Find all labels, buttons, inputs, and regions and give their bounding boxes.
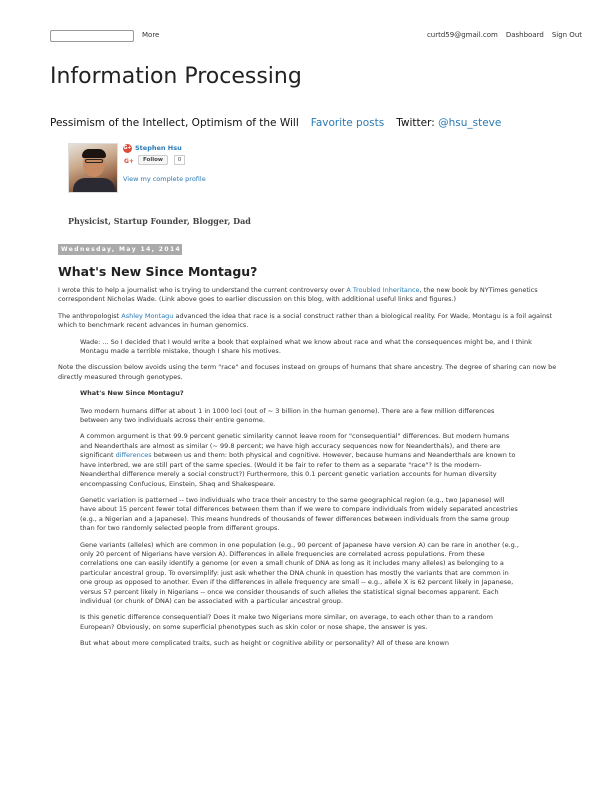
twitter-block: [396, 117, 501, 129]
account-links: [427, 31, 582, 39]
paragraph: A common argument is that 99.9 percent genetic similarity cannot leave room for "consequential" differences. But modern humans and Neanderthals are almost as similar (~ 99.8 percent; we have high accuracy sequences now for Neanderthals), and there are significant differences between us and them: both physical and cognitive. However, because humans and Neanderthals are known to have interbred, we are still part of the same species. (Would it be fair to refer to them as a separate "race"? Is the modern-Neanderthal difference merely a social construct?) Furthermore, this 0.1 percent genetic variation accounts for human diversity encompassing Confucious, Einstein, Shaq and Shakespeare.: [80, 432, 516, 488]
follow-button[interactable]: Follow: [138, 155, 168, 165]
paragraph: But what about more complicated traits, such as height or cognitive ability or personality? All of these are known: [80, 639, 449, 648]
paragraph: Is this genetic difference consequential? Does it make two Nigerians more similar, on average, to each other than to a random European? Obviously, on some superficial phenotypes such as skin color or nose shape, the answer is yes.: [80, 613, 493, 631]
blog-tagline-bar: [50, 117, 501, 129]
ashley-montagu-link[interactable]: Ashley Montagu: [121, 311, 174, 320]
view-profile-link[interactable]: View my complete profile: [123, 175, 206, 183]
twitter-handle-link[interactable]: @hsu_steve: [438, 117, 502, 129]
troubled-inheritance-link[interactable]: A Troubled Inheritance: [346, 286, 420, 294]
google-plus-small-icon: G+: [124, 158, 134, 165]
sign-out-link[interactable]: Sign Out: [551, 31, 582, 39]
user-email: curtd59@gmail.com: [426, 31, 498, 39]
differences-link[interactable]: differences: [115, 451, 152, 460]
paragraph: I wrote this to help a journalist who is trying to understand the current controversy over A Troubled Inheritance, the new book by NYTimes genetics correspondent Nicholas Wade. (Link above goes to earlier discussion on this blog, with additional useful links and figures.): [58, 286, 538, 304]
paragraph: Genetic variation is patterned -- two individuals who trace their ancestry to the same geographical region (e.g., two Japanese) will have about 15 percent fewer total differences between them than if we were to compare individuals from widely separated ancestries (e.g., a Nigerian and a Japanese). This means hundreds of thousands of fewer differences between individuals from the same group than for two randomly selected people from different groups.: [80, 495, 518, 533]
top-navbar: [0, 0, 612, 46]
post-title[interactable]: What's New Since Montagu?: [58, 264, 258, 279]
follow-count: 0: [174, 155, 185, 165]
blog-title[interactable]: Information Processing: [50, 64, 302, 89]
profile-widget: [68, 143, 368, 195]
twitter-label: Twitter:: [396, 117, 435, 129]
search-input[interactable]: [50, 30, 134, 42]
paragraph: Gene variants (alleles) which are common in one population (e.g., 90 percent of Japanese have version A) can be rare in another (e.g., only 20 percent of Nigerians have version A). Differences in allele frequencies are correlated across populations. From these correlations one can easily identify a genome (or even a small chunk of DNA as long as it includes many alleles) as belonging to a particular ancestral group. To oversimplify: just ask whether the DNA chunk in question has mostly the variants that are common in one group as opposed to another. Even if the differences in allele frequency are small -- e.g., allele X is 62 percent likely in Japanese, versus 57 percent likely in Nigerians -- once we consider thousands of such alleles the statistical signal becomes apparent. Each individual (or chunk of DNA) can be associated with a particular ancestral group.: [80, 540, 519, 605]
post-date: Wednesday, May 14, 2014: [58, 244, 182, 255]
post-body: [58, 286, 558, 656]
inner-article-title: What's New Since Montagu?: [80, 389, 184, 398]
paragraph: Two modern humans differ at about 1 in 1000 loci (out of ~ 3 billion in the human genome). There are a few million differences between any two individuals across their entire genome.: [80, 406, 495, 425]
google-plus-icon: G+: [123, 145, 132, 151]
profile-bio: Physicist, Startup Founder, Blogger, Dad: [68, 216, 251, 226]
paragraph: Note the discussion below avoids using the term "race" and focuses instead on groups of humans that share ancestry. The degree of sharing can now be directly measured through genotypes.: [58, 363, 557, 381]
dashboard-link[interactable]: Dashboard: [505, 31, 544, 39]
inner-article: [58, 389, 558, 648]
profile-name-link[interactable]: Stephen Hsu: [135, 144, 182, 152]
more-link[interactable]: More: [142, 31, 160, 39]
blog-tagline: Pessimism of the Intellect, Optimism of the Will: [50, 117, 299, 129]
blockquote: Wade: ... So I decided that I would write a book that explained what we know about race and what the consequences might be, and I think Montagu made a terrible mistake, though I share his motives.: [80, 337, 532, 356]
avatar[interactable]: [68, 143, 118, 193]
paragraph: The anthropologist Ashley Montagu advanced the idea that race is a social construct rather than a biological reality. For Wade, Montagu is a foil against which to benchmark recent advances in human genomics.: [58, 311, 553, 330]
favorite-posts-link[interactable]: Favorite posts: [310, 117, 385, 129]
